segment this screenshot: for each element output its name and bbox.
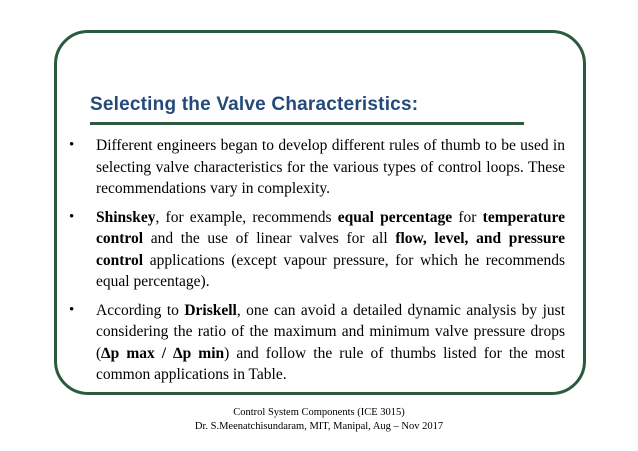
bullet-text: , one can avoid a detailed dynamic analysis by just considering the ratio of the maximum and minimum valve pressure drops ( xyxy=(96,301,565,362)
title-underline xyxy=(90,122,524,125)
bullet-text: Different engineers began to develop different rules of thumb to be used in selecting valve characteristics for the various types of control loops. These recommendations vary in complexity. xyxy=(96,137,565,197)
bold-term: Shinskey xyxy=(96,208,156,226)
bullet-text: According to xyxy=(96,301,185,319)
bold-term: Driskell xyxy=(184,301,237,319)
bullet-text: , for example, recommends xyxy=(155,208,338,226)
bold-term: flow, level, and pressure control xyxy=(96,230,565,269)
bullet-text: and the use of linear valves for all xyxy=(143,230,396,247)
footer-course: Control System Components (ICE 3015) xyxy=(233,407,405,418)
bullet-marker: • xyxy=(69,208,75,225)
slide-title: Selecting the Valve Characteristics: xyxy=(90,94,419,115)
bold-term: equal percentage xyxy=(337,208,453,226)
bullet-text: applications (except vapour pressure, for which he recommends equal percentage). xyxy=(96,251,565,290)
bold-term: temperature control xyxy=(96,208,566,247)
bullet-text: ) and follow the rule of thumbs listed for the most common applications in Table. xyxy=(96,344,565,383)
footer-author: Dr. S.Meenatchisundaram, MIT, Manipal, Aug – Nov 2017 xyxy=(194,421,444,432)
bullet-marker: • xyxy=(69,137,75,153)
bold-term: ∆p max / ∆p min xyxy=(101,344,225,362)
bullet-text: for xyxy=(452,208,483,226)
bullet-list xyxy=(69,135,565,393)
bullet-item xyxy=(69,135,565,200)
bullet-item xyxy=(69,300,565,386)
bullet-item xyxy=(69,207,565,293)
bullet-marker: • xyxy=(69,301,75,318)
